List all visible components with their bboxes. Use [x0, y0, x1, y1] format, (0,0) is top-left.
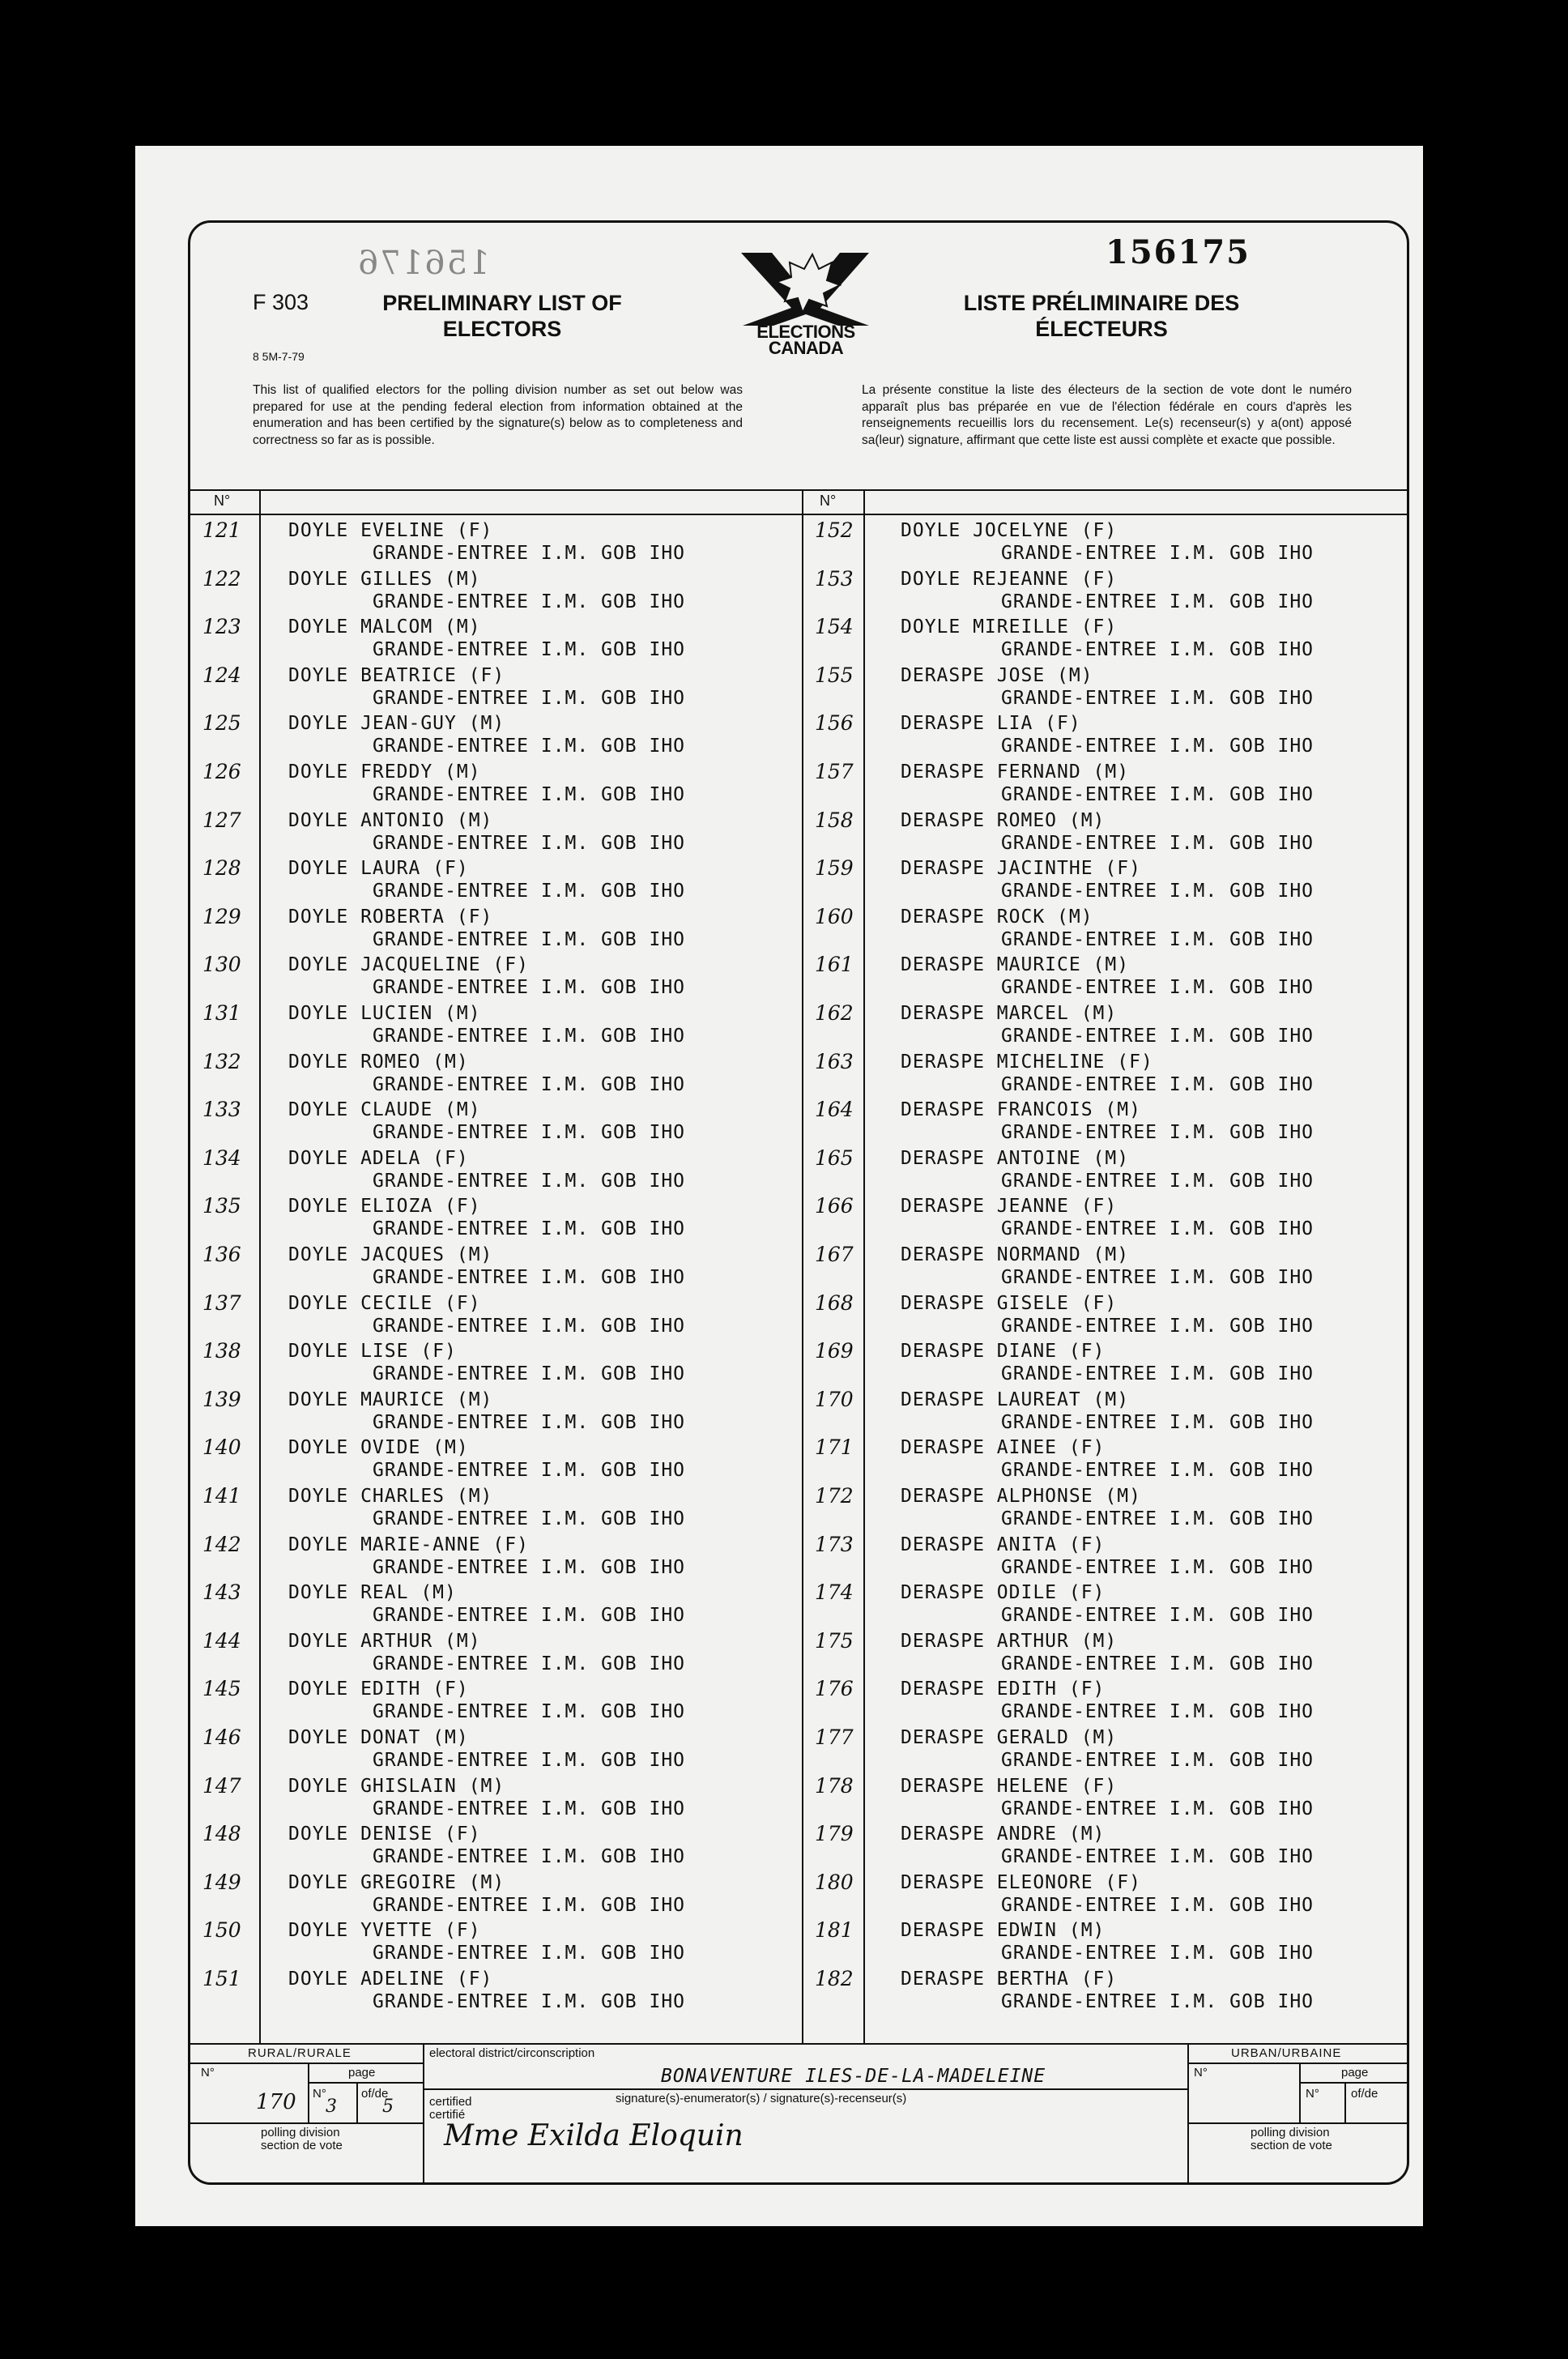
elector-address: GRANDE-ENTREE I.M. GOB IHO: [1001, 977, 1314, 999]
elector-name: DOYLE LUCIEN (M): [288, 1003, 481, 1024]
certified-label-en: certified: [429, 2095, 472, 2109]
elector-number: 140: [202, 1435, 241, 1460]
elector-name: DERASPE AINEE (F): [901, 1437, 1106, 1459]
left-number-column-rule: [259, 489, 261, 2043]
elector-number: 165: [815, 1145, 854, 1170]
elector-name: DOYLE ROBERTA (F): [288, 906, 493, 928]
elector-name: DOYLE MARIE-ANNE (F): [288, 1534, 529, 1555]
elector-number: 144: [202, 1628, 241, 1653]
elector-name: DERASPE ELEONORE (F): [901, 1871, 1141, 1893]
district-label: electoral district/circonscription: [429, 2046, 595, 2060]
elector-name: DERASPE NORMAND (M): [901, 1244, 1130, 1265]
elector-address: GRANDE-ENTREE I.M. GOB IHO: [373, 591, 686, 612]
elector-address: GRANDE-ENTREE I.M. GOB IHO: [373, 1122, 686, 1144]
elector-address: GRANDE-ENTREE I.M. GOB IHO: [1001, 1267, 1314, 1288]
rural-label: RURAL/RURALE: [248, 2046, 352, 2060]
elector-number: 162: [815, 1001, 854, 1025]
elector-name: DOYLE DENISE (F): [288, 1824, 481, 1845]
urban-page-divider: [1344, 2082, 1346, 2122]
elector-number: 136: [202, 1243, 241, 1266]
rural-page-divider: [356, 2082, 358, 2122]
elector-address: GRANDE-ENTREE I.M. GOB IHO: [373, 1460, 686, 1482]
elector-number: 155: [815, 663, 854, 687]
rural-no-label: N°: [201, 2066, 215, 2080]
elector-name: DERASPE FRANCOIS (M): [901, 1099, 1141, 1121]
urban-bottom-rule: [1187, 2122, 1409, 2124]
elector-name: DERASPE EDWIN (M): [901, 1920, 1106, 1942]
footer-top-rule: [188, 2043, 1409, 2045]
rural-page-rule: [308, 2082, 423, 2084]
elector-address: GRANDE-ENTREE I.M. GOB IHO: [373, 1556, 686, 1578]
elector-address: GRANDE-ENTREE I.M. GOB IHO: [1001, 1556, 1314, 1578]
elector-address: GRANDE-ENTREE I.M. GOB IHO: [373, 1315, 686, 1337]
elector-name: DERASPE MAURICE (M): [901, 954, 1130, 976]
elector-name: DOYLE LAURA (F): [288, 858, 469, 880]
elector-number: 173: [815, 1532, 854, 1556]
faint-document-number: 156176: [356, 245, 490, 282]
urban-page-label: page: [1341, 2066, 1369, 2080]
urban-label: URBAN/URBAINE: [1231, 2046, 1342, 2060]
elector-address: GRANDE-ENTREE I.M. GOB IHO: [1001, 1508, 1314, 1529]
rural-no-divider: [308, 2063, 309, 2122]
elector-number: 147: [202, 1773, 241, 1798]
logo-text-elections: ELECTIONS: [756, 322, 855, 342]
elector-address: GRANDE-ENTREE I.M. GOB IHO: [373, 1701, 686, 1723]
elector-name: DOYLE ELIOZA (F): [288, 1196, 481, 1218]
elector-address: GRANDE-ENTREE I.M. GOB IHO: [1001, 1701, 1314, 1723]
elector-number: 160: [815, 904, 854, 928]
elector-name: DOYLE GILLES (M): [288, 568, 481, 590]
certified-label-fr: certifié: [429, 2108, 466, 2122]
elector-address: GRANDE-ENTREE I.M. GOB IHO: [1001, 1363, 1314, 1385]
elector-name: DOYLE ADELA (F): [288, 1147, 469, 1169]
title-english: PRELIMINARY LIST OF ELECTORS: [382, 291, 622, 341]
elector-address: GRANDE-ENTREE I.M. GOB IHO: [373, 1026, 686, 1047]
elector-name: DERASPE GERALD (M): [901, 1727, 1118, 1748]
urban-polling-label-2: section de vote: [1251, 2139, 1332, 2152]
elector-address: GRANDE-ENTREE I.M. GOB IHO: [373, 1943, 686, 1964]
rural-page-total: 5: [382, 2097, 394, 2117]
elector-number: 167: [815, 1243, 854, 1266]
elector-name: DERASPE ANDRE (M): [901, 1824, 1106, 1845]
elector-number: 124: [202, 663, 241, 687]
elector-number: 181: [815, 1918, 854, 1943]
elector-address: GRANDE-ENTREE I.M. GOB IHO: [373, 1991, 686, 2012]
elector-address: GRANDE-ENTREE I.M. GOB IHO: [373, 881, 686, 902]
elector-number: 176: [815, 1677, 854, 1701]
rural-polling-label-1: polling division: [261, 2126, 340, 2139]
elector-name: DERASPE BERTHA (F): [901, 1969, 1118, 1990]
elector-address: GRANDE-ENTREE I.M. GOB IHO: [1001, 881, 1314, 902]
elector-name: DERASPE ROMEO (M): [901, 809, 1106, 831]
elector-address: GRANDE-ENTREE I.M. GOB IHO: [1001, 1991, 1314, 2012]
elector-number: 149: [202, 1870, 241, 1894]
elector-name: DERASPE MICHELINE (F): [901, 1051, 1153, 1073]
elector-number: 148: [202, 1822, 241, 1846]
elector-name: DERASPE JOSE (M): [901, 664, 1093, 686]
elector-address: GRANDE-ENTREE I.M. GOB IHO: [373, 1170, 686, 1192]
elector-address: GRANDE-ENTREE I.M. GOB IHO: [1001, 1460, 1314, 1482]
form-number: F 303: [253, 290, 309, 314]
district-value: BONAVENTURE ILES-DE-LA-MADELEINE: [661, 2066, 1046, 2087]
elector-number: 154: [815, 615, 854, 639]
footer-left-divider: [423, 2043, 424, 2185]
elector-address: GRANDE-ENTREE I.M. GOB IHO: [373, 1846, 686, 1868]
urban-of-label: of/de: [1351, 2087, 1378, 2101]
elector-name: DERASPE GISELE (F): [901, 1292, 1118, 1314]
print-code: 8 5M-7-79: [253, 350, 305, 363]
elector-name: DOYLE JEAN-GUY (M): [288, 713, 505, 735]
elector-number: 127: [202, 808, 241, 832]
elector-number: 168: [815, 1290, 854, 1315]
elector-address: GRANDE-ENTREE I.M. GOB IHO: [373, 832, 686, 854]
elector-name: DERASPE EDITH (F): [901, 1679, 1106, 1700]
elector-number: 153: [815, 566, 854, 591]
elector-number: 126: [202, 760, 241, 783]
elector-name: DERASPE MARCEL (M): [901, 1003, 1118, 1024]
rural-polling-number: 170: [256, 2090, 296, 2114]
elector-name: DOYLE JACQUES (M): [288, 1244, 493, 1265]
elector-address: GRANDE-ENTREE I.M. GOB IHO: [1001, 543, 1314, 564]
left-no-header: N°: [214, 493, 231, 509]
urban-polling-label-1: polling division: [1251, 2126, 1330, 2139]
elector-number: 121: [202, 518, 241, 542]
elector-number: 172: [815, 1484, 854, 1508]
elector-address: GRANDE-ENTREE I.M. GOB IHO: [1001, 1315, 1314, 1337]
elector-number: 151: [202, 1967, 241, 1990]
elector-address: GRANDE-ENTREE I.M. GOB IHO: [1001, 1894, 1314, 1916]
elector-number: 164: [815, 1098, 854, 1122]
elector-address: GRANDE-ENTREE I.M. GOB IHO: [373, 784, 686, 805]
elector-number: 145: [202, 1677, 241, 1701]
signature-label: signature(s)-enumerator(s) / signature(s)-recenseur(s): [616, 2092, 907, 2105]
elector-name: DERASPE JACINTHE (F): [901, 858, 1141, 880]
elector-name: DOYLE CLAUDE (M): [288, 1099, 481, 1121]
elector-name: DOYLE ADELINE (F): [288, 1969, 493, 1990]
elector-name: DERASPE LIA (F): [901, 713, 1081, 735]
district-rule: [423, 2088, 1187, 2090]
elector-address: GRANDE-ENTREE I.M. GOB IHO: [1001, 832, 1314, 854]
elector-number: 182: [815, 1967, 854, 1990]
elector-name: DOYLE MAURICE (M): [288, 1389, 493, 1410]
elector-name: DERASPE DIANE (F): [901, 1341, 1106, 1363]
elector-number: 142: [202, 1532, 241, 1556]
elector-number: 166: [815, 1194, 854, 1218]
elector-address: GRANDE-ENTREE I.M. GOB IHO: [1001, 1026, 1314, 1047]
elector-address: GRANDE-ENTREE I.M. GOB IHO: [1001, 784, 1314, 805]
elector-address: GRANDE-ENTREE I.M. GOB IHO: [373, 639, 686, 661]
elector-address: GRANDE-ENTREE I.M. GOB IHO: [1001, 1943, 1314, 1964]
elector-number: 141: [202, 1484, 241, 1508]
urban-no-label: N°: [1194, 2066, 1208, 2080]
elector-name: DOYLE BEATRICE (F): [288, 664, 505, 686]
elector-number: 169: [815, 1339, 854, 1363]
rural-page-number: 3: [326, 2097, 337, 2117]
elector-number: 152: [815, 518, 854, 542]
elector-address: GRANDE-ENTREE I.M. GOB IHO: [373, 1073, 686, 1095]
logo-text-canada: CANADA: [768, 338, 844, 358]
title-french: LISTE PRÉLIMINAIRE DES ÉLECTEURS: [963, 291, 1240, 341]
elector-name: DOYLE REAL (M): [288, 1582, 457, 1604]
rural-polling-label-2: section de vote: [261, 2139, 343, 2152]
elector-name: DERASPE FERNAND (M): [901, 761, 1130, 783]
elector-name: DOYLE ANTONIO (M): [288, 809, 493, 831]
elector-name: DOYLE REJEANNE (F): [901, 568, 1118, 590]
elector-address: GRANDE-ENTREE I.M. GOB IHO: [373, 1798, 686, 1819]
elector-name: DERASPE JEANNE (F): [901, 1196, 1118, 1218]
elector-name: DOYLE ARTHUR (M): [288, 1630, 481, 1652]
elector-number: 132: [202, 1049, 241, 1073]
elector-name: DOYLE MALCOM (M): [288, 616, 481, 638]
elector-number: 161: [815, 953, 854, 977]
elector-name: DOYLE CECILE (F): [288, 1292, 481, 1314]
right-no-header: N°: [820, 493, 837, 509]
elector-number: 130: [202, 953, 241, 977]
elector-address: GRANDE-ENTREE I.M. GOB IHO: [1001, 1750, 1314, 1771]
elector-name: DERASPE ROCK (M): [901, 906, 1093, 928]
urban-label-rule: [1187, 2063, 1409, 2064]
elector-address: GRANDE-ENTREE I.M. GOB IHO: [1001, 1411, 1314, 1433]
elector-number: 180: [815, 1870, 854, 1894]
elector-name: DOYLE GHISLAIN (M): [288, 1775, 505, 1797]
elector-name: DOYLE OVIDE (M): [288, 1437, 469, 1459]
elector-number: 171: [815, 1435, 854, 1460]
elector-address: GRANDE-ENTREE I.M. GOB IHO: [373, 1218, 686, 1240]
elector-address: GRANDE-ENTREE I.M. GOB IHO: [1001, 1218, 1314, 1240]
intro-english: This list of qualified electors for the polling division number as set out below was prepared for use at the pending federal election from information obtained at the enumeration and has been certified by the signature(s) below as to completeness and correctness so far as is possible.: [253, 383, 743, 447]
middle-column-rule: [802, 489, 803, 2043]
elector-name: DOYLE CHARLES (M): [288, 1486, 493, 1507]
elector-address: GRANDE-ENTREE I.M. GOB IHO: [1001, 1846, 1314, 1868]
elector-number: 150: [202, 1918, 241, 1943]
elector-name: DERASPE ALPHONSE (M): [901, 1486, 1141, 1507]
elector-address: GRANDE-ENTREE I.M. GOB IHO: [373, 543, 686, 564]
elector-name: DOYLE EVELINE (F): [288, 520, 493, 541]
rural-label-rule: [188, 2063, 423, 2064]
elector-address: GRANDE-ENTREE I.M. GOB IHO: [1001, 687, 1314, 709]
elector-number: 123: [202, 615, 241, 639]
elector-name: DERASPE ANTOINE (M): [901, 1147, 1130, 1169]
elector-address: GRANDE-ENTREE I.M. GOB IHO: [373, 1267, 686, 1288]
elector-name: DOYLE JOCELYNE (F): [901, 520, 1118, 541]
elector-number: 170: [815, 1387, 854, 1411]
rural-page-label: page: [348, 2066, 376, 2080]
elector-number: 129: [202, 904, 241, 928]
elections-canada-logo: [725, 245, 887, 358]
elector-number: 122: [202, 566, 241, 591]
elector-number: 131: [202, 1001, 241, 1025]
elector-address: GRANDE-ENTREE I.M. GOB IHO: [373, 1605, 686, 1627]
right-number-column-rule: [863, 489, 865, 2043]
elector-address: GRANDE-ENTREE I.M. GOB IHO: [1001, 1653, 1314, 1674]
elector-number: 135: [202, 1194, 241, 1218]
table-top-rule: [188, 489, 1409, 491]
elector-address: GRANDE-ENTREE I.M. GOB IHO: [373, 928, 686, 950]
elector-name: DOYLE ROMEO (M): [288, 1051, 469, 1073]
elector-name: DOYLE YVETTE (F): [288, 1920, 481, 1942]
elector-number: 138: [202, 1339, 241, 1363]
elector-address: GRANDE-ENTREE I.M. GOB IHO: [1001, 1605, 1314, 1627]
elector-address: GRANDE-ENTREE I.M. GOB IHO: [1001, 1122, 1314, 1144]
elector-address: GRANDE-ENTREE I.M. GOB IHO: [1001, 1798, 1314, 1819]
rural-of-label: of/de: [361, 2087, 389, 2101]
rural-bottom-rule: [188, 2122, 423, 2124]
elector-address: GRANDE-ENTREE I.M. GOB IHO: [1001, 639, 1314, 661]
elector-number: 133: [202, 1098, 241, 1122]
elector-number: 143: [202, 1580, 241, 1605]
elector-address: GRANDE-ENTREE I.M. GOB IHO: [373, 1653, 686, 1674]
elector-name: DERASPE HELENE (F): [901, 1775, 1118, 1797]
elector-name: DOYLE MIREILLE (F): [901, 616, 1118, 638]
elector-name: DOYLE FREDDY (M): [288, 761, 481, 783]
elector-number: 178: [815, 1773, 854, 1798]
elector-number: 174: [815, 1580, 854, 1605]
elector-address: GRANDE-ENTREE I.M. GOB IHO: [1001, 591, 1314, 612]
urban-page-rule: [1299, 2082, 1409, 2084]
elector-name: DERASPE LAUREAT (M): [901, 1389, 1130, 1410]
elector-number: 156: [815, 711, 854, 736]
elector-address: GRANDE-ENTREE I.M. GOB IHO: [373, 1750, 686, 1771]
elector-number: 177: [815, 1726, 854, 1749]
urban-no-divider: [1299, 2063, 1301, 2122]
elector-number: 158: [815, 808, 854, 832]
elector-name: DERASPE ODILE (F): [901, 1582, 1106, 1604]
rural-page-no-label: N°: [313, 2087, 326, 2101]
elector-name: DERASPE ANITA (F): [901, 1534, 1106, 1555]
elector-number: 128: [202, 856, 241, 881]
elector-address: GRANDE-ENTREE I.M. GOB IHO: [373, 1411, 686, 1433]
intro-french: La présente constitue la liste des électeurs de la section de vote dont le numéro apparaît plus bas préparée en vue de l'élection fédérale en cours d'après les renseignements recueillis lors du recensement. Le(s) recenseur(s) y a(ont) apposé sa(leur) signature, affirmant que cette liste est aussi complète et exacte que possible.: [862, 383, 1352, 447]
elector-address: GRANDE-ENTREE I.M. GOB IHO: [373, 736, 686, 757]
table-header-rule: [188, 514, 1409, 515]
elector-address: GRANDE-ENTREE I.M. GOB IHO: [373, 1508, 686, 1529]
elector-address: GRANDE-ENTREE I.M. GOB IHO: [1001, 1170, 1314, 1192]
elector-address: GRANDE-ENTREE I.M. GOB IHO: [373, 687, 686, 709]
elector-number: 179: [815, 1822, 854, 1846]
document-number: 156175: [1106, 233, 1251, 271]
elector-number: 146: [202, 1726, 241, 1749]
elector-number: 137: [202, 1290, 241, 1315]
elector-address: GRANDE-ENTREE I.M. GOB IHO: [1001, 928, 1314, 950]
elector-number: 157: [815, 760, 854, 783]
urban-page-no-label: N°: [1306, 2087, 1319, 2101]
elector-name: DOYLE DONAT (M): [288, 1727, 469, 1748]
elector-number: 125: [202, 711, 241, 736]
elector-address: GRANDE-ENTREE I.M. GOB IHO: [373, 1363, 686, 1385]
elector-name: DOYLE GREGOIRE (M): [288, 1871, 505, 1893]
enumerator-signature: Mme Exilda Eloquin: [444, 2119, 744, 2152]
elector-number: 159: [815, 856, 854, 881]
elector-name: DOYLE EDITH (F): [288, 1679, 469, 1700]
elector-number: 134: [202, 1145, 241, 1170]
elector-address: GRANDE-ENTREE I.M. GOB IHO: [373, 1894, 686, 1916]
elector-name: DOYLE JACQUELINE (F): [288, 954, 529, 976]
footer-right-divider: [1187, 2043, 1189, 2185]
elector-number: 139: [202, 1387, 241, 1411]
elector-number: 175: [815, 1628, 854, 1653]
elector-address: GRANDE-ENTREE I.M. GOB IHO: [373, 977, 686, 999]
elector-address: GRANDE-ENTREE I.M. GOB IHO: [1001, 736, 1314, 757]
elector-number: 163: [815, 1049, 854, 1073]
elector-name: DERASPE ARTHUR (M): [901, 1630, 1118, 1652]
elector-address: GRANDE-ENTREE I.M. GOB IHO: [1001, 1073, 1314, 1095]
elector-name: DOYLE LISE (F): [288, 1341, 457, 1363]
